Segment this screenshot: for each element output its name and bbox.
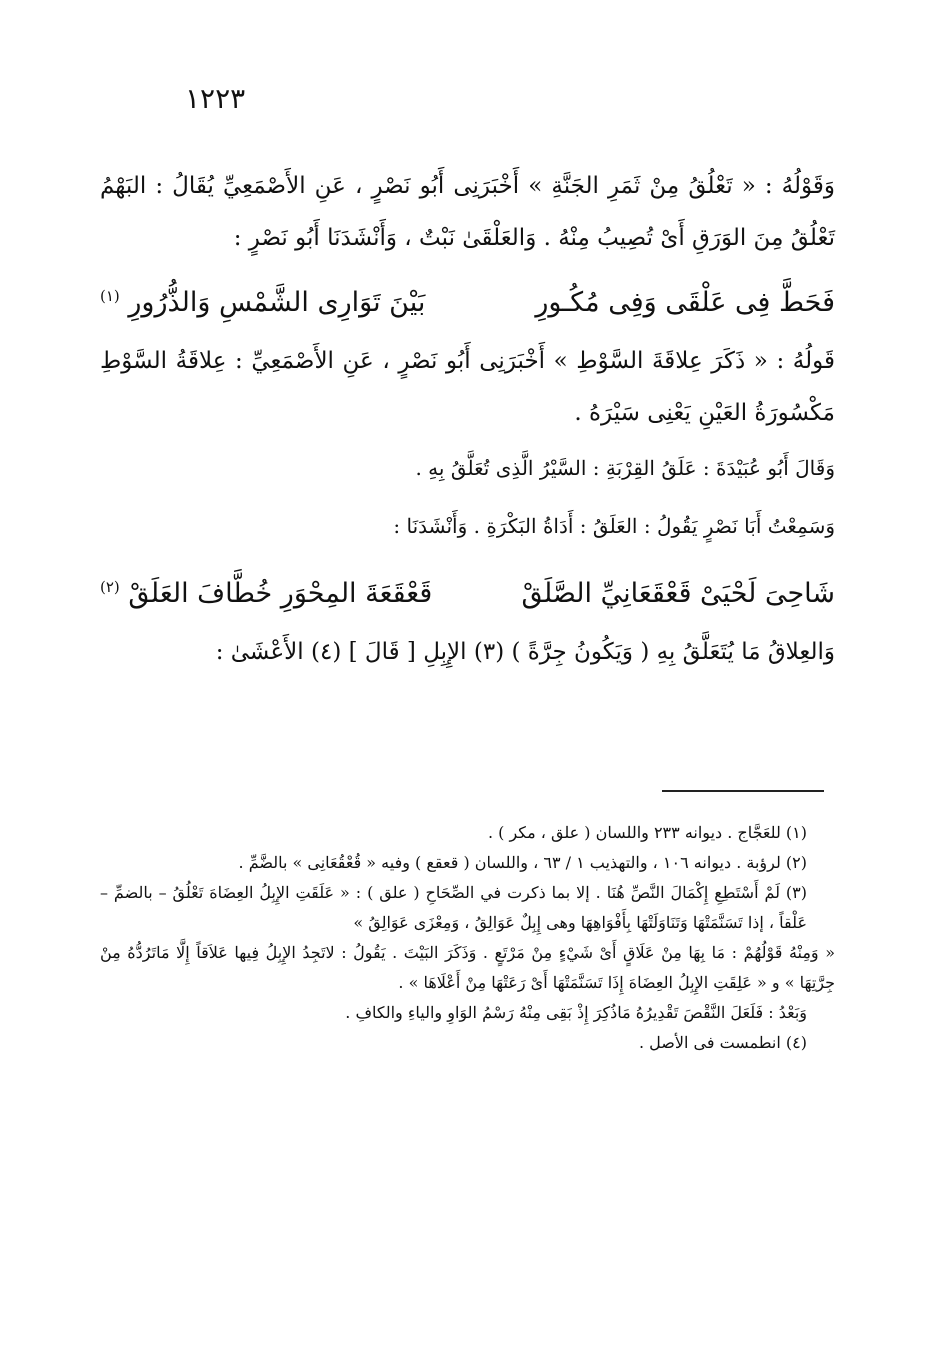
page-number: ١٢٢٣ [185,82,246,115]
paragraph-4: وَسَمِعْتُ أَبَا نَصْرٍ يَقُولُ : العَلَقُ : أَدَاةُ البَكْرَةِ . وَأَنْشَدَنَا : [393,514,835,538]
footnote-3: (٣) لَمْ أَسْتَطِعِ إِكْمَالَ النَّصِّ هُنَا . إلا بما ذكرت في الصِّحَاحِ ( علق ) : « عَلَقَتِ الإِبِلُ العِضَاهَ تَعْلُقُ – بالضمِّ – عَلْقاً ، إذا تَسَنَّمَتْهَا وَتَنَاوَلَتْهَا بِأَفْوَاهِهَا وهى إِبِلٌ عَوَالِقُ ، وَمِعْزَى عَوَالِقُ » [100,883,807,932]
verse-1 [100,266,835,333]
verse-1-second-hemistich [100,266,425,333]
footnote-3-continued: « وَمِنْهُ قَوْلُهُمْ : مَا بِهَا مِنْ عَلَاقٍ أَىْ شَيْءٍ مِنْ مَرْتَعٍ . وَذَكَرَ البَيْتَ . يَقُولُ : لاتَجِدُ الإِبِلُ فِيها عَلاَقاً إِلَّا مَاتَرُدُّهُ مِنْ جِرَّتِهَا » و « عَلِقَتِ الإِبِلُ العِضَاهَ إِذَا تَسَنَّمَتْهَا أَىْ رَعَتْهَا مِنْ أَعْلَاهَا » . [100,943,835,992]
verse-2 [100,557,835,624]
verse-2-first-hemistich: شَاحِىَ لَحْيَىْ قَعْقَعَانِيِّ الصَّلَقْ [521,578,835,609]
footnote-4: (٤) انطمست فى الأصل . [638,1033,807,1052]
paragraph-2: قَولُهُ : « ذَكَرَ عِلاقَةَ السَّوْطِ » أَخْبَرَنِى أَبُو نَصْرٍ ، عَنِ الأَصْمَعِيِّ : عِلاقَةُ السَّوْطِ مَكْسُورَةُ العَيْنِ يَعْنِى سَيْرَهُ . [100,348,835,426]
footnote-ref-1: (١) [100,287,120,305]
footnotes [100,818,835,1058]
main-text [100,160,835,678]
paragraph-5: وَالعِلاقُ مَا يُتَعَلَّقُ بِهِ ( وَيَكُونُ جِرَّةً ) (٣) الإِبِلِ [ قَالَ ] (٤) الأَعْشَىٰ : [215,639,835,665]
footnote-3-remark: وَبَعْدُ : فَلَعَلَ النَّقْصَ تَقْدِيرُهُ مَاذُكِرَ إِذْ بَقِى مِنْهُ رَسْمُ الوَاوِ والياءِ والكافِ . [345,1003,807,1022]
verse-1-second-hemistich-text: بَيْنَ تَوَارِى الشَّمْسِ وَالذُّرُورِ [128,287,426,318]
footnote-ref-2: (٢) [100,578,120,596]
footnote-2: (٢) لرؤبة . ديوانه ١٠٦ ، والتهذيب ١ / ٦٣ ، واللسان ( قعقع ) وفيه « قُعْقُعَانِى » بالضَّمِّ . [238,853,807,872]
footnote-separator [662,790,824,792]
footnote-1: (١) للعَجَّاج . ديوانه ٢٣٣ واللسان ( علق ، مكر ) . [487,823,807,842]
verse-2-second-hemistich [100,557,432,624]
verse-2-second-hemistich-text: قَعْقَعَةَ المِحْوَرِ خُطَّافَ العَلَقْ [128,578,433,609]
verse-1-first-hemistich: فَحَطَّ فِى عَلْقَى وَفِى مُكُـورِ [535,287,835,318]
paragraph-1: وَقَوْلُهُ : « تَعْلُقُ مِنْ ثَمَرِ الجَنَّةِ » أَخْبَرَنِى أَبُو نَصْرٍ ، عَنِ الأَصْمَعِيِّ يُقَالُ : البَهْمُ تَعْلُقُ مِنَ الوَرَقِ أَىْ تُصِيبُ مِنْهُ . وَالعَلْقَىٰ نَبْتٌ ، وَأَنْشَدَنَا أَبُو نَصْرٍ : [100,173,835,251]
paragraph-3: وَقَالَ أَبُو عُبَيْدَةَ : عَلَقُ القِرْبَةِ : السَّيْرُ الَّذِى تُعَلَّقُ بِهِ . [415,456,835,480]
